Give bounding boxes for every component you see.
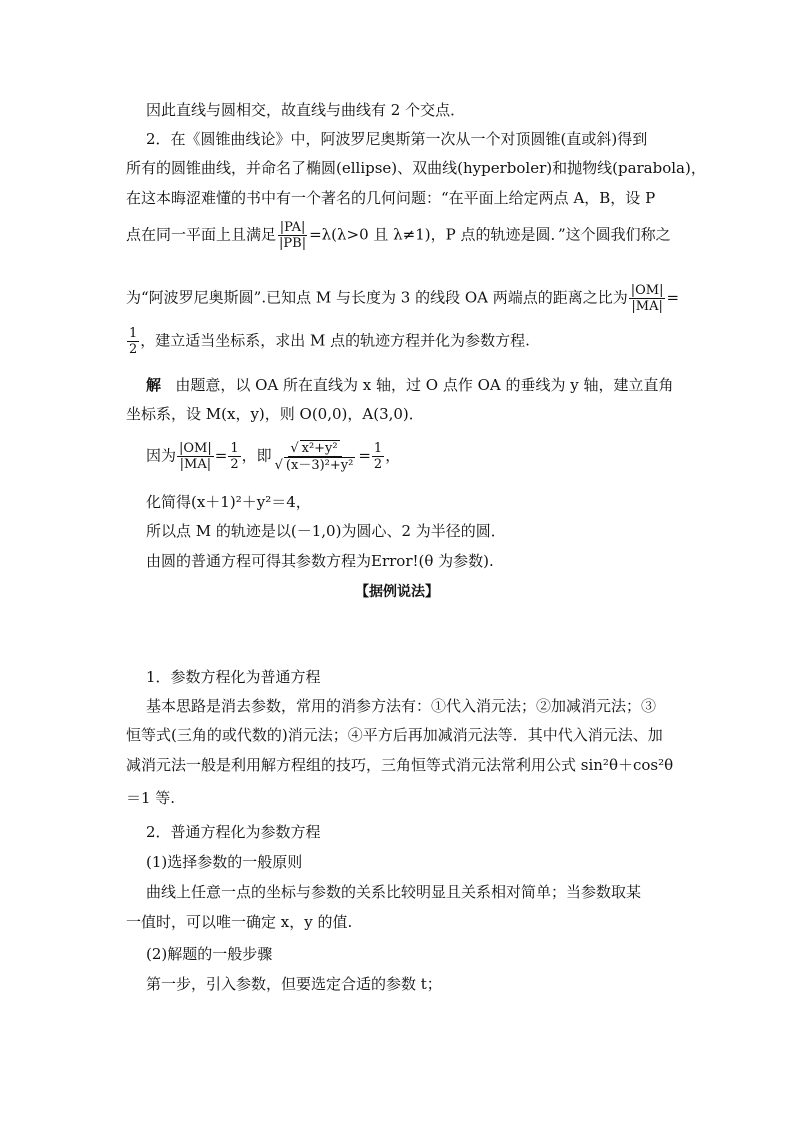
fraction-pa-pb: $\frac{|PA|}{|PB|}$ [279, 220, 307, 251]
method-2-subtitle-2: (2)解题的一般步骤 [146, 945, 273, 963]
method-1-line-4: ＝1 等. [126, 789, 176, 807]
solution-line-2: 坐标系，设 M(x，y)，则 O(0,0)，A(3,0)． [126, 405, 424, 423]
method-1-line-2: 恒等式(三角的或代数的)消元法；④平方后再加减消元法等．其中代入消元法、加 [126, 726, 663, 744]
question-2-line-1: 2．在《圆锥曲线论》中，阿波罗尼奥斯第一次从一个对顶圆锥(直或斜)得到 [146, 130, 648, 148]
question-2-line-5: 为“阿波罗尼奥斯圆”.已知点 M 与长度为 3 的线段 OA 两端点的距离之比为 $\frac{|OM|}{|MA|}$ = [126, 283, 680, 314]
solution-line-3: 因为 $\frac{|OM|}{|MA|}$ = $\frac{1}{2}$ ，即 $\frac{\text{√ x²+y²}}{\text{√ (x－3)²+y²}}$ = $\frac{1}{2}$ ， [146, 441, 401, 473]
question-2-line-3: 在这本晦涩难懂的书中有一个著名的几何问题：“在平面上给定两点 A，B，设 P [126, 189, 656, 207]
method-1-title: 1．参数方程化为普通方程 [146, 668, 321, 686]
method-2-subtitle-1: (1)选择参数的一般原则 [146, 853, 303, 871]
solution-line-4: 化简得(x＋1)²＋y²＝4， [146, 493, 311, 511]
method-2-sub1-line-1: 曲线上任意一点的坐标与参数的关系比较明显且关系相对简单；当参数取某 [146, 883, 642, 901]
solution-label: 解 [146, 376, 162, 394]
fraction-one-half: $\frac{1}{2}$ [129, 326, 138, 357]
fraction-om-ma: $\frac{|OM|}{|MA|}$ [630, 283, 664, 314]
solution-line-6: 由圆的普通方程可得其参数方程为Error!(θ 为参数). [146, 552, 494, 570]
fraction-sqrt-ratio: $\frac{\text{√ x²+y²}}{\text{√ (x－3)²+y²}}$ [274, 441, 354, 473]
question-2-line-2: 所有的圆锥曲线，并命名了椭圆(ellipse)、双曲线(hyperboler)和抛物线(parabola)， [126, 159, 706, 177]
solution-line-5: 所以点 M 的轨迹是以(－1,0)为圆心、2 为半径的圆． [146, 522, 506, 540]
method-2-title: 2．普通方程化为参数方程 [146, 823, 321, 841]
section-heading: 【据例说法】 [355, 584, 439, 600]
method-2-sub2-line-1: 第一步，引入参数，但要选定合适的参数 t； [146, 975, 442, 993]
solution-line-1: 解 由题意，以 OA 所在直线为 x 轴，过 O 点作 OA 的垂线为 y 轴，建立直角 [146, 376, 674, 394]
paragraph-intersection: 因此直线与圆相交，故直线与曲线有 2 个交点． [146, 101, 466, 119]
method-1-line-3: 减消元法一般是利用解方程组的技巧，三角恒等式消元法常利用公式 sin²θ＋cos²θ [126, 756, 674, 774]
method-2-sub1-line-2: 一值时，可以唯一确定 x，y 的值. [126, 913, 353, 931]
question-2-line-4: 点在同一平面上且满足 $\frac{|PA|}{|PB|}$ =λ(λ>0 且 λ≠1)，P 点的轨迹是圆．”这个圆我们称之 [126, 220, 671, 251]
method-1-line-1: 基本思路是消去参数，常用的消参方法有：①代入消元法；②加减消元法；③ [146, 697, 657, 715]
question-2-line-6: $\frac{1}{2}$ ，建立适当坐标系，求出 M 点的轨迹方程并化为参数方程. [129, 326, 530, 357]
